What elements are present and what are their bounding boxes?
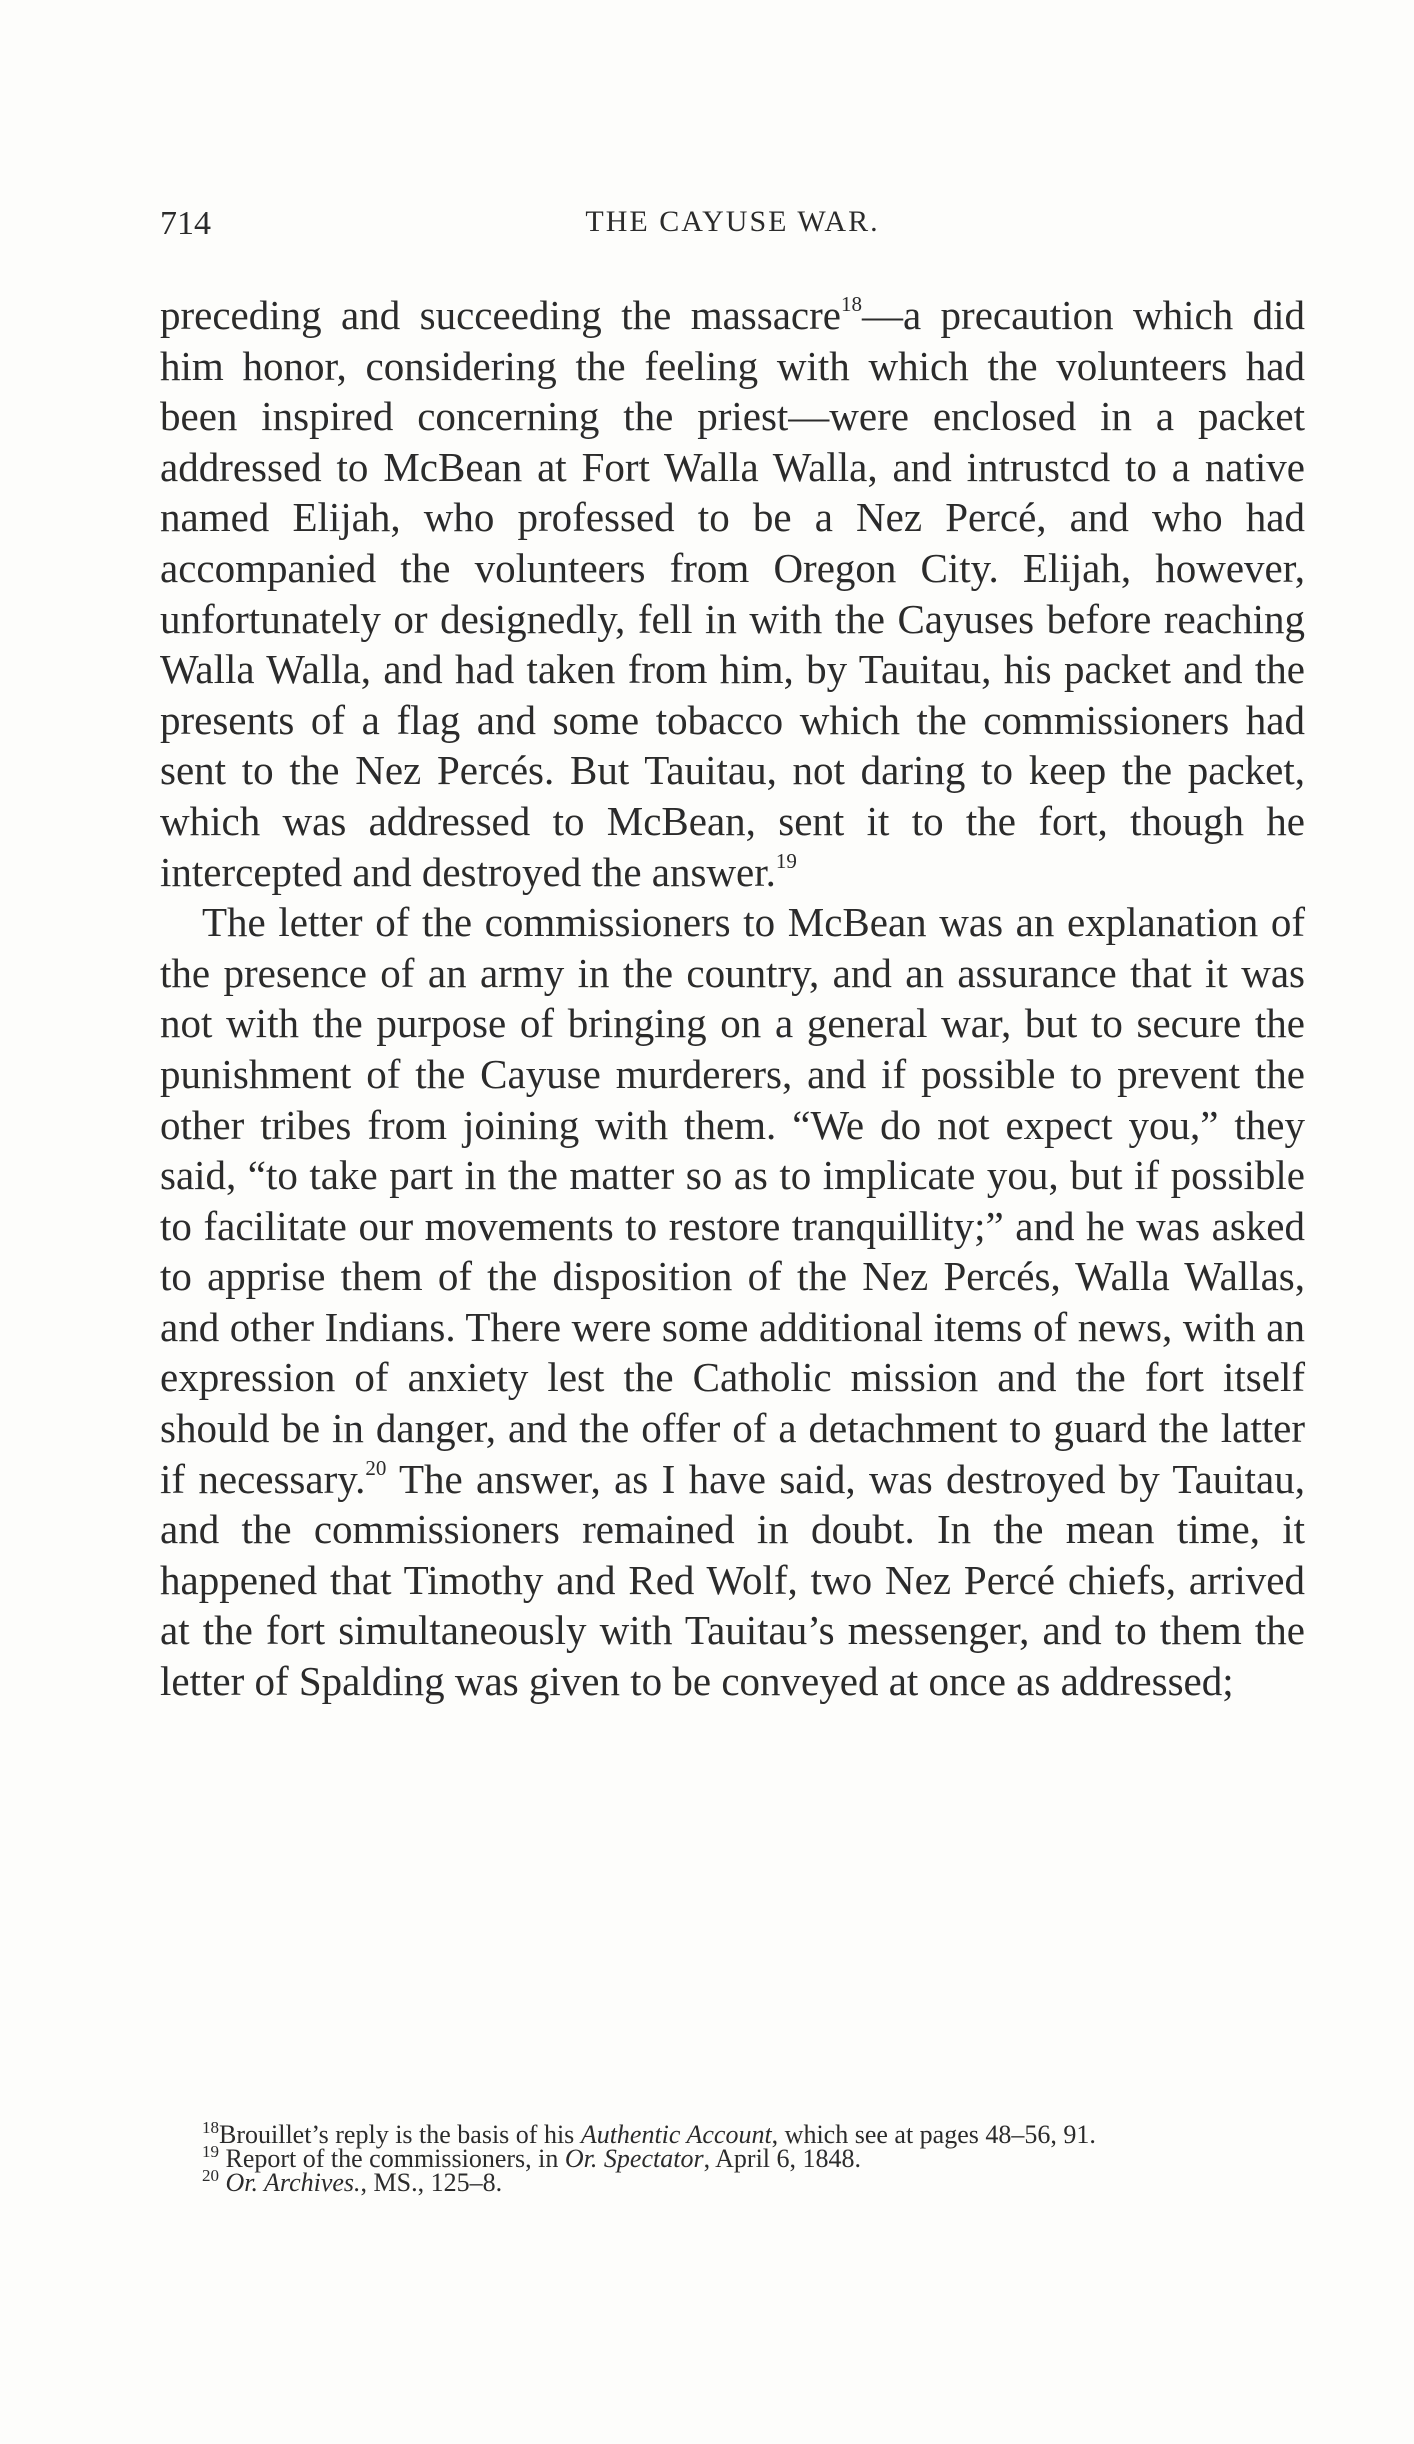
footnote-ref-20: 20 xyxy=(365,1455,387,1480)
footnote-number: 19 xyxy=(202,2142,219,2161)
footnote-number: 20 xyxy=(202,2166,219,2185)
paragraph-1-text-a: preceding and succeeding the massacre xyxy=(160,292,841,338)
paragraph-1 xyxy=(160,290,1305,897)
page-header xyxy=(160,205,1305,249)
page-number: 714 xyxy=(160,205,211,242)
paragraph-2-text-a: The letter of the commissioners to McBean was an explanation of the presence of an army in the country, and an assurance that it was not with the purpose of bringing on a general war, but to secure the punishment of the Cayuse murderers, and if possible to prevent the other tribes from joining with them. “We do not expect you,” they said, “to take part in the matter so as to implicate you, but if possible to facilitate our movements to restore tranquillity;” and he was asked to apprise them of the disposition of the Nez Percés, Walla Wallas, and other Indians. There were some additional items of news, with an expression of anxiety lest the Catholic mission and the fort itself should be in danger, and the offer of a detachment to guard the latter if necessary. xyxy=(160,899,1305,1502)
footnote-text: Brouillet’s reply is the basis of his xyxy=(219,2120,581,2149)
footnote-number: 18 xyxy=(202,2118,219,2137)
running-title: THE CAYUSE WAR. xyxy=(585,205,880,238)
paragraph-1-text-b: —a precaution which did him honor, considering the feeling with which the volunteers had been inspired concerning the priest—were enclosed in a packet addressed to McBean at Fort Walla Walla, and intrustcd to a native named Elijah, who professed to be a Nez Percé, and who had accompanied the volunteers from Oregon City. Elijah, however, unfortunately or designedly, fell in with the Cayuses before reaching Walla Walla, and had taken from him, by Tauitau, his packet and the presents of a flag and some tobacco which the commissioners had sent to the Nez Percés. But Tauitau, not daring to keep the packet, which was addressed to McBean, sent it to the fort, though he intercepted and destroyed the answer. xyxy=(160,292,1305,895)
footnote-text: , April 6, 1848. xyxy=(703,2144,862,2173)
footnote-source-title: Or. Spectator xyxy=(564,2144,704,2173)
paragraph-2 xyxy=(160,897,1305,1707)
body-text xyxy=(160,290,1305,1707)
paragraph-2-text-b: The answer, as I have said, was destroyed by Tauitau, and the commissioners remained in doubt. In the mean time, it happened that Timothy and Red Wolf, two Nez Percé chiefs, arrived at the fort simultaneously with Tauitau’s messenger, and to them the letter of Spalding was given to be conveyed at once as addressed; xyxy=(160,1455,1305,1705)
footnote-text: , MS., 125–8. xyxy=(360,2168,503,2197)
footnote-text: , which see at pages 48–56, 91. xyxy=(771,2120,1096,2149)
footnote-source-title: Authentic Account xyxy=(580,2120,772,2149)
footnote xyxy=(160,2166,1305,2197)
footnote-ref-19: 19 xyxy=(775,848,797,873)
footnote-ref-18: 18 xyxy=(840,292,862,316)
footnote-source-title: Or. Archives. xyxy=(225,2168,361,2197)
footnotes xyxy=(160,2118,1305,2197)
footnote-text: Report of the commissioners, in xyxy=(219,2144,565,2173)
